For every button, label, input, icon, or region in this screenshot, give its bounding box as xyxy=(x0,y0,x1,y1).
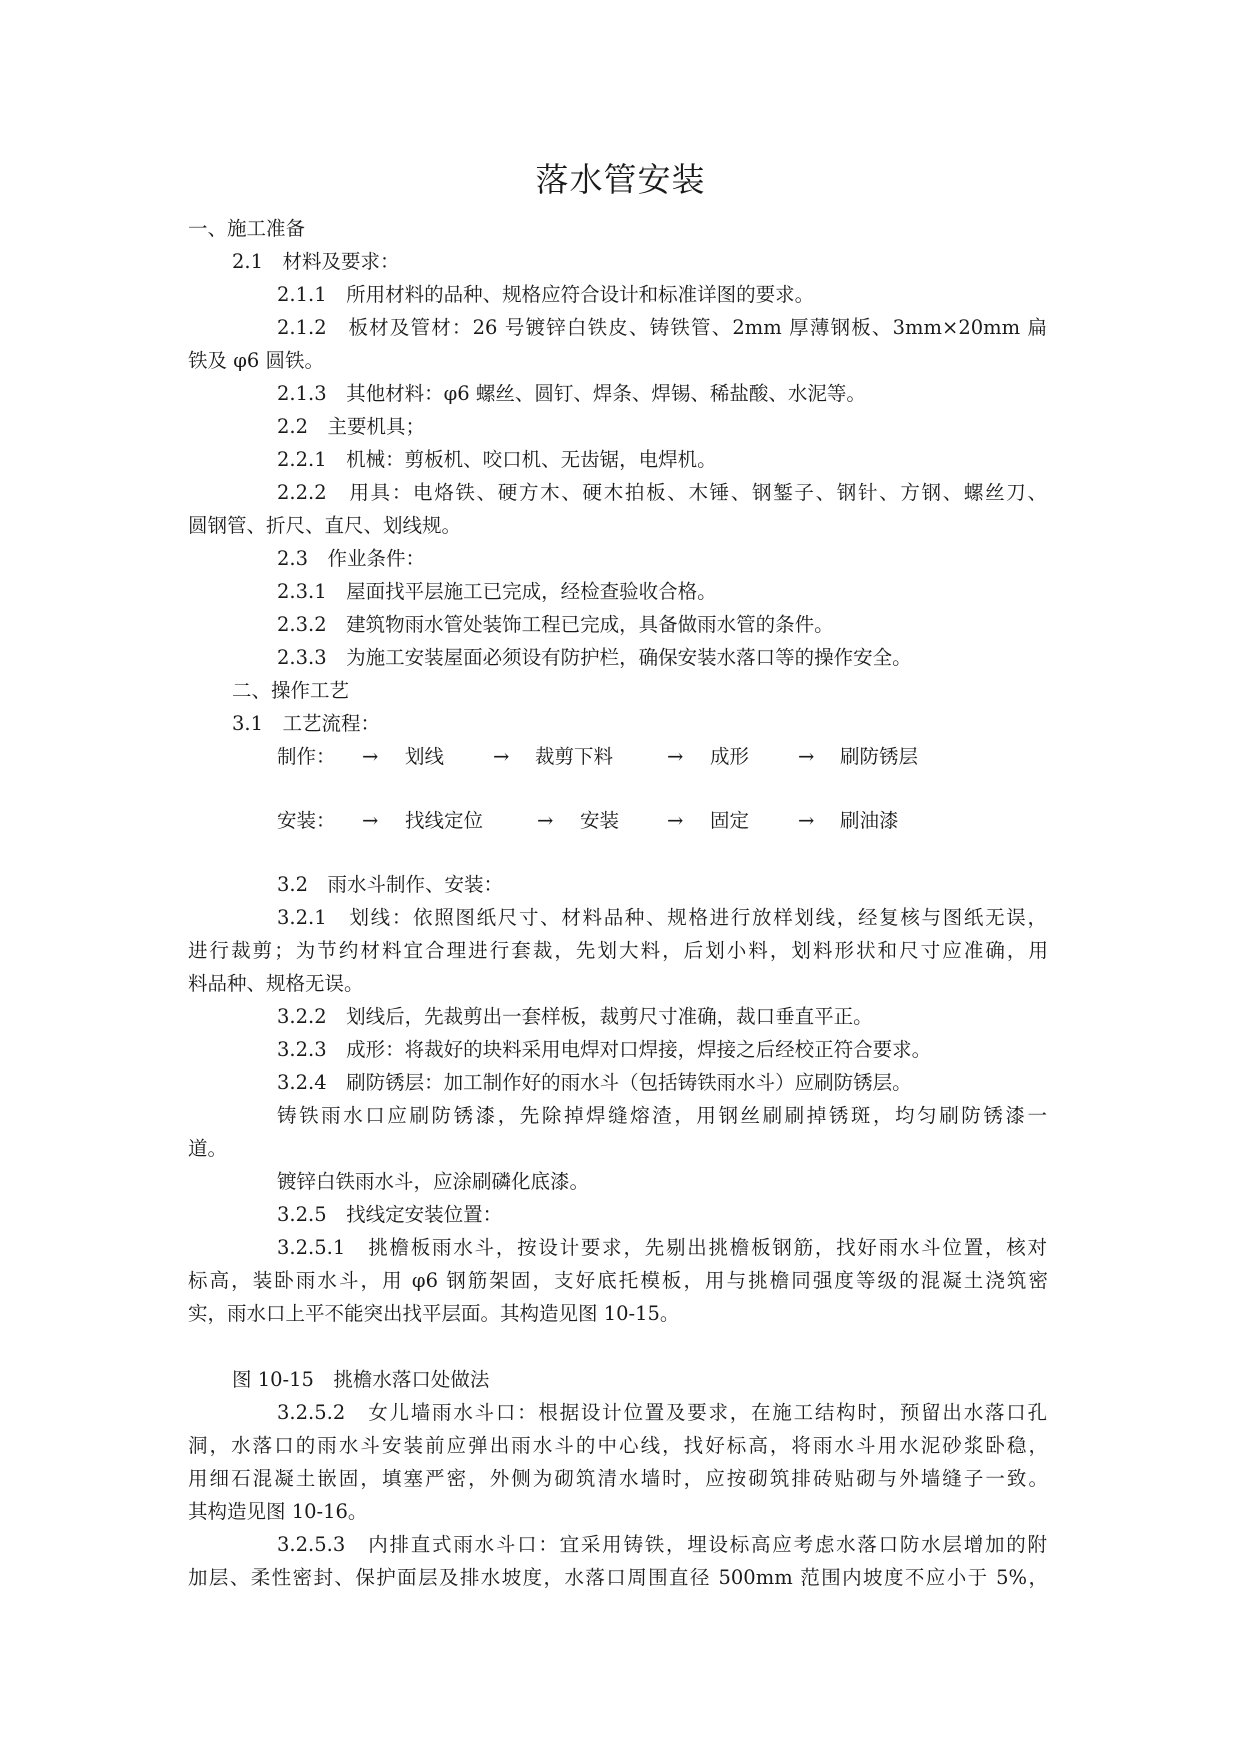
subsection-heading: 3.2.5 找线定安装位置： xyxy=(277,1203,503,1226)
flow-step: 找线定位 xyxy=(405,809,484,832)
paragraph: 3.2.4 刷防锈层：加工制作好的雨水斗（包括铸铁雨水斗）应刷防锈层。 xyxy=(277,1071,912,1094)
arrow-icon: → xyxy=(798,745,815,768)
paragraph-continuation: 圆钢管、折尺、直尺、划线规。 xyxy=(188,514,462,537)
paragraph-continuation: 实，雨水口上平不能突出找平层面。其构造见图 10-15。 xyxy=(188,1302,680,1325)
figure-caption: 图 10-15 挑檐水落口处做法 xyxy=(232,1368,490,1391)
arrow-icon: → xyxy=(362,809,379,832)
subsection-heading: 2.3 作业条件： xyxy=(277,547,426,570)
paragraph: 2.1.1 所用材料的品种、规格应符合设计和标准详图的要求。 xyxy=(277,283,815,306)
paragraph: 3.2.5.3 内排直式雨水斗口：宜采用铸铁，埋设标高应考虑水落口防水层增加的附 xyxy=(277,1533,1047,1556)
paragraph-continuation: 铁及 φ6 圆铁。 xyxy=(188,349,324,372)
flow-step: 固定 xyxy=(710,809,750,832)
paragraph-continuation: 标高，装卧雨水斗，用 φ6 钢筋架固，支好底托模板，用与挑檐同强度等级的混凝土浇筑密 xyxy=(188,1269,1048,1292)
paragraph: 2.2.1 机械：剪板机、咬口机、无齿锯，电焊机。 xyxy=(277,448,717,471)
subsection-heading: 3.1 工艺流程： xyxy=(232,712,381,735)
subsection-heading: 2.1 材料及要求： xyxy=(232,250,400,273)
paragraph-continuation: 道。 xyxy=(188,1137,228,1160)
paragraph-continuation: 进行裁剪；为节约材料宜合理进行套裁，先划大料，后划小料，划料形状和尺寸应准确，用 xyxy=(188,939,1048,962)
paragraph: 2.3.3 为施工安装屋面必须设有防护栏，确保安装水落口等的操作安全。 xyxy=(277,646,912,669)
subsection-heading: 3.2 雨水斗制作、安装： xyxy=(277,873,504,896)
flow-make xyxy=(0,742,1241,772)
flow-step: 刷油漆 xyxy=(840,809,899,832)
arrow-icon: → xyxy=(362,745,379,768)
paragraph: 2.3.2 建筑物雨水管处装饰工程已完成，具备做雨水管的条件。 xyxy=(277,613,834,636)
flow-step: 成形 xyxy=(710,745,750,768)
paragraph-continuation: 洞，水落口的雨水斗安装前应弹出雨水斗的中心线，找好标高，将雨水斗用水泥砂浆卧稳， xyxy=(188,1434,1048,1457)
paragraph: 3.2.1 划线：依照图纸尺寸、材料品种、规格进行放样划线，经复核与图纸无误， xyxy=(277,906,1047,929)
paragraph: 2.1.2 板材及管材：26 号镀锌白铁皮、铸铁管、2mm 厚薄钢板、3mm×20mm 扁 xyxy=(277,316,1047,339)
flow-label: 安装： xyxy=(277,809,336,832)
paragraph: 3.2.2 划线后，先裁剪出一套样板，裁剪尺寸准确，裁口垂直平正。 xyxy=(277,1005,873,1028)
flow-step: 安装 xyxy=(580,809,620,832)
arrow-icon: → xyxy=(667,809,684,832)
document-title: 落水管安装 xyxy=(535,160,706,199)
flow-step: 裁剪下料 xyxy=(535,745,614,768)
arrow-icon: → xyxy=(798,809,815,832)
paragraph-continuation: 加层、柔性密封、保护面层及排水坡度，水落口周围直径 500mm 范围内坡度不应小于 5%， xyxy=(188,1566,1048,1589)
paragraph-continuation: 其构造见图 10-16。 xyxy=(188,1500,368,1523)
paragraph-continuation: 料品种、规格无误。 xyxy=(188,972,364,995)
paragraph: 2.2.2 用具：电烙铁、硬方木、硬木拍板、木锤、钢錾子、钢针、方钢、螺丝刀、 xyxy=(277,481,1047,504)
paragraph: 3.2.5.2 女儿墙雨水斗口：根据设计位置及要求，在施工结构时，预留出水落口孔 xyxy=(277,1401,1047,1424)
flow-step: 划线 xyxy=(405,745,445,768)
flow-install xyxy=(0,806,1241,836)
flow-step: 刷防锈层 xyxy=(840,745,919,768)
subsection-heading: 2.2 主要机具； xyxy=(277,415,426,438)
arrow-icon: → xyxy=(493,745,510,768)
paragraph: 2.3.1 屋面找平层施工已完成，经检查验收合格。 xyxy=(277,580,717,603)
arrow-icon: → xyxy=(667,745,684,768)
section-heading: 二、操作工艺 xyxy=(232,679,350,702)
paragraph: 铸铁雨水口应刷防锈漆，先除掉焊缝熔渣，用钢丝刷刷掉锈斑，均匀刷防锈漆一 xyxy=(277,1104,1047,1127)
paragraph: 3.2.3 成形：将裁好的块料采用电焊对口焊接，焊接之后经校正符合要求。 xyxy=(277,1038,932,1061)
section-heading: 一、施工准备 xyxy=(188,217,306,240)
paragraph-continuation: 用细石混凝土嵌固，填塞严密，外侧为砌筑清水墙时，应按砌筑排砖贴砌与外墙缝子一致。 xyxy=(188,1467,1048,1490)
arrow-icon: → xyxy=(537,809,554,832)
paragraph: 镀锌白铁雨水斗，应涂刷磷化底漆。 xyxy=(277,1170,590,1193)
paragraph: 3.2.5.1 挑檐板雨水斗，按设计要求，先剔出挑檐板钢筋，找好雨水斗位置，核对 xyxy=(277,1236,1047,1259)
flow-label: 制作： xyxy=(277,745,336,768)
paragraph: 2.1.3 其他材料：φ6 螺丝、圆钉、焊条、焊锡、稀盐酸、水泥等。 xyxy=(277,382,866,405)
